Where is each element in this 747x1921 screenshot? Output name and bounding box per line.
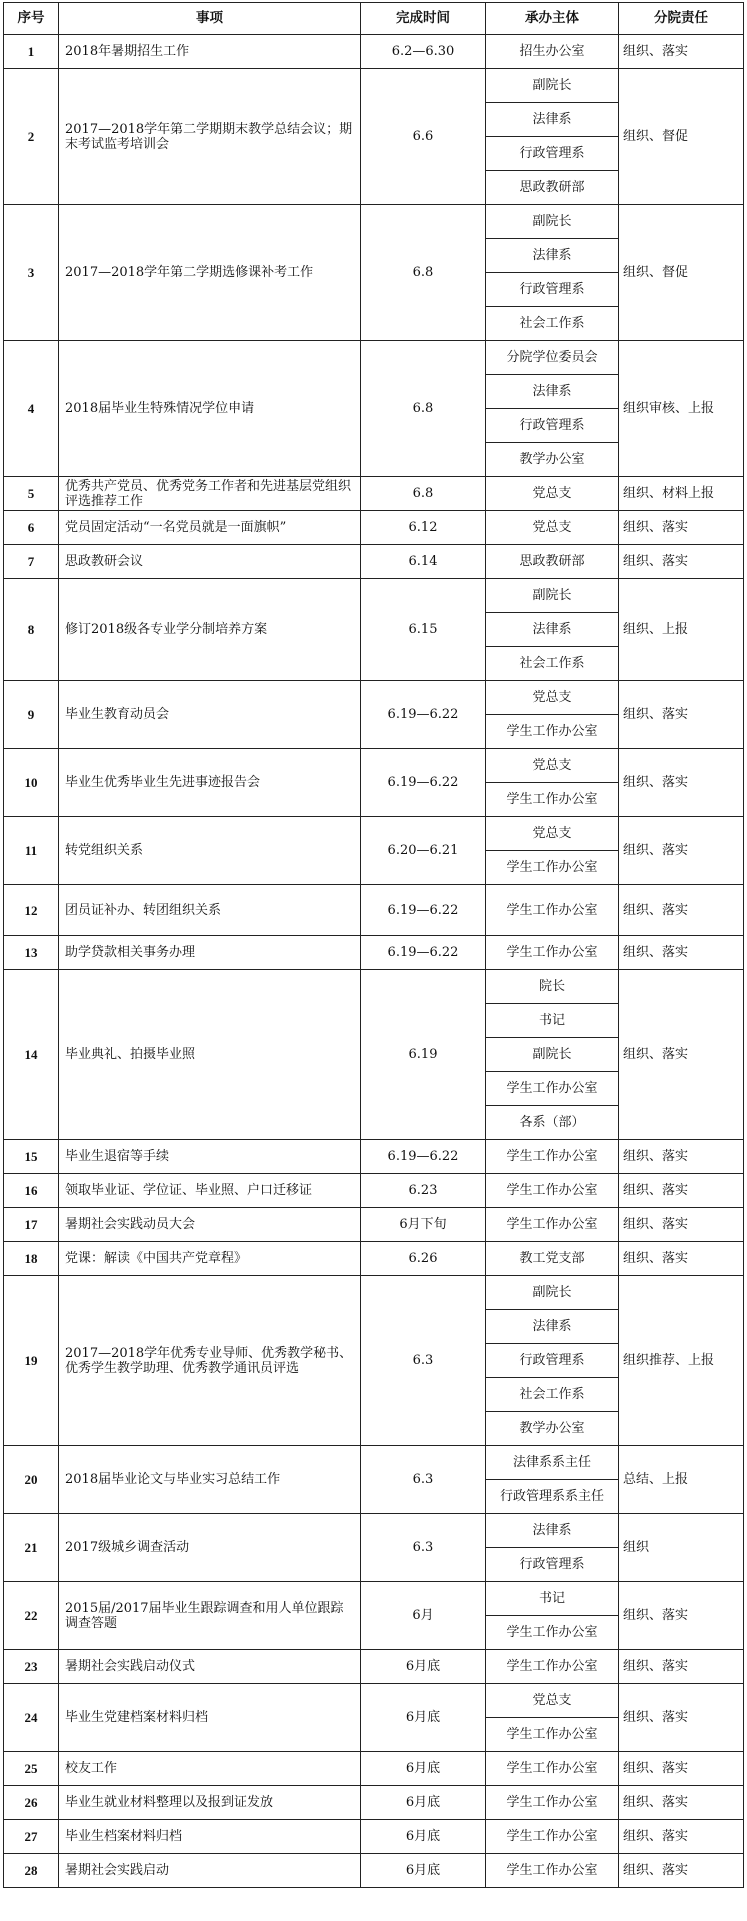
table-row xyxy=(4,477,744,511)
duty-cell: 组织、上报 xyxy=(619,579,744,681)
owner-cell: 学生工作办公室 xyxy=(486,1786,619,1820)
owner-cell: 分院学位委员会 xyxy=(486,341,619,375)
row-index: 20 xyxy=(4,1446,59,1514)
owner-cell: 行政管理系 xyxy=(486,1548,619,1582)
table-row xyxy=(4,579,744,613)
duty-cell: 组织、落实 xyxy=(619,545,744,579)
duty-cell: 组织、落实 xyxy=(619,1786,744,1820)
owner-cell: 学生工作办公室 xyxy=(486,1208,619,1242)
owner-cell: 行政管理系 xyxy=(486,409,619,443)
owner-cell: 学生工作办公室 xyxy=(486,1718,619,1752)
owner-cell: 学生工作办公室 xyxy=(486,1820,619,1854)
row-index: 4 xyxy=(4,341,59,477)
task-cell: 2017—2018学年第二学期期末教学总结会议；期末考试监考培训会 xyxy=(59,69,361,205)
duty-cell: 组织、落实 xyxy=(619,1650,744,1684)
duty-cell: 组织、落实 xyxy=(619,1208,744,1242)
table-row xyxy=(4,1650,744,1684)
owner-cell: 党总支 xyxy=(486,749,619,783)
row-index: 25 xyxy=(4,1752,59,1786)
task-cell: 毕业生退宿等手续 xyxy=(59,1140,361,1174)
row-index: 14 xyxy=(4,970,59,1140)
owner-cell: 学生工作办公室 xyxy=(486,1140,619,1174)
owner-cell: 思政教研部 xyxy=(486,545,619,579)
table-row xyxy=(4,749,744,783)
table-row xyxy=(4,1854,744,1888)
date-cell: 6月底 xyxy=(361,1786,486,1820)
row-index: 27 xyxy=(4,1820,59,1854)
task-cell: 2015届/2017届毕业生跟踪调查和用人单位跟踪调查答题 xyxy=(59,1582,361,1650)
date-cell: 6.23 xyxy=(361,1174,486,1208)
date-cell: 6月底 xyxy=(361,1752,486,1786)
owner-cell: 思政教研部 xyxy=(486,171,619,205)
row-index: 6 xyxy=(4,511,59,545)
owner-cell: 党总支 xyxy=(486,817,619,851)
duty-cell: 组织、督促 xyxy=(619,205,744,341)
table-row xyxy=(4,1684,744,1718)
row-index: 28 xyxy=(4,1854,59,1888)
task-cell: 暑期社会实践启动 xyxy=(59,1854,361,1888)
duty-cell: 组织、落实 xyxy=(619,1582,744,1650)
date-cell: 6.19 xyxy=(361,970,486,1140)
date-cell: 6.3 xyxy=(361,1276,486,1446)
header-owner: 承办主体 xyxy=(486,3,619,35)
task-cell: 转党组织关系 xyxy=(59,817,361,885)
date-cell: 6.8 xyxy=(361,341,486,477)
date-cell: 6月底 xyxy=(361,1820,486,1854)
owner-cell: 法律系 xyxy=(486,239,619,273)
task-cell: 领取毕业证、学位证、毕业照、户口迁移证 xyxy=(59,1174,361,1208)
row-index: 5 xyxy=(4,477,59,511)
date-cell: 6.19—6.22 xyxy=(361,1140,486,1174)
owner-cell: 行政管理系 xyxy=(486,137,619,171)
duty-cell: 组织、落实 xyxy=(619,970,744,1140)
row-index: 19 xyxy=(4,1276,59,1446)
date-cell: 6.12 xyxy=(361,511,486,545)
owner-cell: 教学办公室 xyxy=(486,443,619,477)
duty-cell: 组织审核、上报 xyxy=(619,341,744,477)
date-cell: 6.20—6.21 xyxy=(361,817,486,885)
date-cell: 6月底 xyxy=(361,1854,486,1888)
row-index: 23 xyxy=(4,1650,59,1684)
row-index: 22 xyxy=(4,1582,59,1650)
owner-cell: 行政管理系系主任 xyxy=(486,1480,619,1514)
task-cell: 修订2018级各专业学分制培养方案 xyxy=(59,579,361,681)
table-row xyxy=(4,1446,744,1480)
date-cell: 6月底 xyxy=(361,1684,486,1752)
task-cell: 党课：解读《中国共产党章程》 xyxy=(59,1242,361,1276)
task-cell: 毕业生就业材料整理以及报到证发放 xyxy=(59,1786,361,1820)
task-cell: 暑期社会实践动员大会 xyxy=(59,1208,361,1242)
table-row xyxy=(4,341,744,375)
table-row xyxy=(4,1174,744,1208)
owner-cell: 法律系 xyxy=(486,375,619,409)
table-row xyxy=(4,1752,744,1786)
date-cell: 6.8 xyxy=(361,205,486,341)
header-idx: 序号 xyxy=(4,3,59,35)
owner-cell: 院长 xyxy=(486,970,619,1004)
table-row xyxy=(4,1786,744,1820)
owner-cell: 党总支 xyxy=(486,477,619,511)
owner-cell: 学生工作办公室 xyxy=(486,851,619,885)
table-row xyxy=(4,205,744,239)
date-cell: 6.3 xyxy=(361,1514,486,1582)
owner-cell: 法律系 xyxy=(486,103,619,137)
date-cell: 6.3 xyxy=(361,1446,486,1514)
row-index: 1 xyxy=(4,35,59,69)
duty-cell: 组织、落实 xyxy=(619,817,744,885)
schedule-table xyxy=(3,2,744,1888)
task-cell: 助学贷款相关事务办理 xyxy=(59,936,361,970)
task-cell: 暑期社会实践启动仪式 xyxy=(59,1650,361,1684)
task-cell: 2018届毕业生特殊情况学位申请 xyxy=(59,341,361,477)
owner-cell: 副院长 xyxy=(486,205,619,239)
row-index: 17 xyxy=(4,1208,59,1242)
duty-cell: 组织、落实 xyxy=(619,35,744,69)
task-cell: 校友工作 xyxy=(59,1752,361,1786)
task-cell: 毕业生优秀毕业生先进事迹报告会 xyxy=(59,749,361,817)
owner-cell: 学生工作办公室 xyxy=(486,1854,619,1888)
task-cell: 2018年暑期招生工作 xyxy=(59,35,361,69)
date-cell: 6.19—6.22 xyxy=(361,681,486,749)
owner-cell: 书记 xyxy=(486,1004,619,1038)
row-index: 7 xyxy=(4,545,59,579)
owner-cell: 法律系系主任 xyxy=(486,1446,619,1480)
date-cell: 6.14 xyxy=(361,545,486,579)
owner-cell: 招生办公室 xyxy=(486,35,619,69)
row-index: 21 xyxy=(4,1514,59,1582)
duty-cell: 总结、上报 xyxy=(619,1446,744,1514)
table-row xyxy=(4,817,744,851)
owner-cell: 教工党支部 xyxy=(486,1242,619,1276)
table-row xyxy=(4,681,744,715)
table-row xyxy=(4,511,744,545)
header-row xyxy=(4,3,744,35)
table-row xyxy=(4,885,744,936)
owner-cell: 学生工作办公室 xyxy=(486,715,619,749)
table-row xyxy=(4,1582,744,1616)
duty-cell: 组织推荐、上报 xyxy=(619,1276,744,1446)
owner-cell: 副院长 xyxy=(486,1038,619,1072)
owner-cell: 社会工作系 xyxy=(486,1378,619,1412)
row-index: 10 xyxy=(4,749,59,817)
row-index: 11 xyxy=(4,817,59,885)
row-index: 12 xyxy=(4,885,59,936)
row-index: 26 xyxy=(4,1786,59,1820)
duty-cell: 组织、材料上报 xyxy=(619,477,744,511)
duty-cell: 组织、落实 xyxy=(619,1242,744,1276)
date-cell: 6月 xyxy=(361,1582,486,1650)
table-row xyxy=(4,35,744,69)
task-cell: 2018届毕业论文与毕业实习总结工作 xyxy=(59,1446,361,1514)
date-cell: 6.26 xyxy=(361,1242,486,1276)
row-index: 18 xyxy=(4,1242,59,1276)
duty-cell: 组织 xyxy=(619,1514,744,1582)
task-cell: 思政教研会议 xyxy=(59,545,361,579)
duty-cell: 组织、落实 xyxy=(619,1684,744,1752)
header-duty: 分院责任 xyxy=(619,3,744,35)
task-cell: 2017级城乡调查活动 xyxy=(59,1514,361,1582)
row-index: 13 xyxy=(4,936,59,970)
owner-cell: 学生工作办公室 xyxy=(486,936,619,970)
duty-cell: 组织、督促 xyxy=(619,69,744,205)
row-index: 16 xyxy=(4,1174,59,1208)
duty-cell: 组织、落实 xyxy=(619,936,744,970)
task-cell: 毕业典礼、拍摄毕业照 xyxy=(59,970,361,1140)
owner-cell: 社会工作系 xyxy=(486,307,619,341)
owner-cell: 学生工作办公室 xyxy=(486,783,619,817)
date-cell: 6.8 xyxy=(361,477,486,511)
owner-cell: 党总支 xyxy=(486,681,619,715)
table-body xyxy=(4,35,744,1888)
row-index: 2 xyxy=(4,69,59,205)
table-row xyxy=(4,545,744,579)
date-cell: 6.6 xyxy=(361,69,486,205)
date-cell: 6.2—6.30 xyxy=(361,35,486,69)
owner-cell: 副院长 xyxy=(486,579,619,613)
owner-cell: 书记 xyxy=(486,1582,619,1616)
duty-cell: 组织、落实 xyxy=(619,749,744,817)
table-row xyxy=(4,1208,744,1242)
table-row xyxy=(4,1820,744,1854)
task-cell: 毕业生档案材料归档 xyxy=(59,1820,361,1854)
owner-cell: 党总支 xyxy=(486,1684,619,1718)
owner-cell: 学生工作办公室 xyxy=(486,1616,619,1650)
duty-cell: 组织、落实 xyxy=(619,1854,744,1888)
header-task: 事项 xyxy=(59,3,361,35)
task-cell: 党员固定活动“一名党员就是一面旗帜” xyxy=(59,511,361,545)
owner-cell: 学生工作办公室 xyxy=(486,1650,619,1684)
owner-cell: 党总支 xyxy=(486,511,619,545)
owner-cell: 法律系 xyxy=(486,1310,619,1344)
table-row xyxy=(4,1514,744,1548)
owner-cell: 学生工作办公室 xyxy=(486,1752,619,1786)
table-row xyxy=(4,1242,744,1276)
date-cell: 6月底 xyxy=(361,1650,486,1684)
task-cell: 2017—2018学年第二学期选修课补考工作 xyxy=(59,205,361,341)
owner-cell: 行政管理系 xyxy=(486,1344,619,1378)
owner-cell: 法律系 xyxy=(486,613,619,647)
owner-cell: 法律系 xyxy=(486,1514,619,1548)
owner-cell: 社会工作系 xyxy=(486,647,619,681)
table-row xyxy=(4,1140,744,1174)
row-index: 9 xyxy=(4,681,59,749)
owner-cell: 学生工作办公室 xyxy=(486,1072,619,1106)
row-index: 24 xyxy=(4,1684,59,1752)
task-cell: 2017—2018学年优秀专业导师、优秀教学秘书、优秀学生教学助理、优秀教学通讯员评选 xyxy=(59,1276,361,1446)
duty-cell: 组织、落实 xyxy=(619,1752,744,1786)
duty-cell: 组织、落实 xyxy=(619,681,744,749)
table-row xyxy=(4,970,744,1004)
duty-cell: 组织、落实 xyxy=(619,1174,744,1208)
owner-cell: 行政管理系 xyxy=(486,273,619,307)
header-date: 完成时间 xyxy=(361,3,486,35)
date-cell: 6.19—6.22 xyxy=(361,936,486,970)
table-row xyxy=(4,1276,744,1310)
owner-cell: 各系（部） xyxy=(486,1106,619,1140)
task-cell: 团员证补办、转团组织关系 xyxy=(59,885,361,936)
duty-cell: 组织、落实 xyxy=(619,1820,744,1854)
task-cell: 毕业生教育动员会 xyxy=(59,681,361,749)
owner-cell: 副院长 xyxy=(486,1276,619,1310)
row-index: 3 xyxy=(4,205,59,341)
date-cell: 6.19—6.22 xyxy=(361,885,486,936)
table-row xyxy=(4,69,744,103)
task-cell: 毕业生党建档案材料归档 xyxy=(59,1684,361,1752)
date-cell: 6月下旬 xyxy=(361,1208,486,1242)
table-row xyxy=(4,936,744,970)
task-cell: 优秀共产党员、优秀党务工作者和先进基层党组织评选推荐工作 xyxy=(59,477,361,511)
row-index: 8 xyxy=(4,579,59,681)
owner-cell: 学生工作办公室 xyxy=(486,885,619,936)
duty-cell: 组织、落实 xyxy=(619,511,744,545)
owner-cell: 学生工作办公室 xyxy=(486,1174,619,1208)
duty-cell: 组织、落实 xyxy=(619,1140,744,1174)
row-index: 15 xyxy=(4,1140,59,1174)
owner-cell: 教学办公室 xyxy=(486,1412,619,1446)
owner-cell: 副院长 xyxy=(486,69,619,103)
date-cell: 6.15 xyxy=(361,579,486,681)
duty-cell: 组织、落实 xyxy=(619,885,744,936)
date-cell: 6.19—6.22 xyxy=(361,749,486,817)
